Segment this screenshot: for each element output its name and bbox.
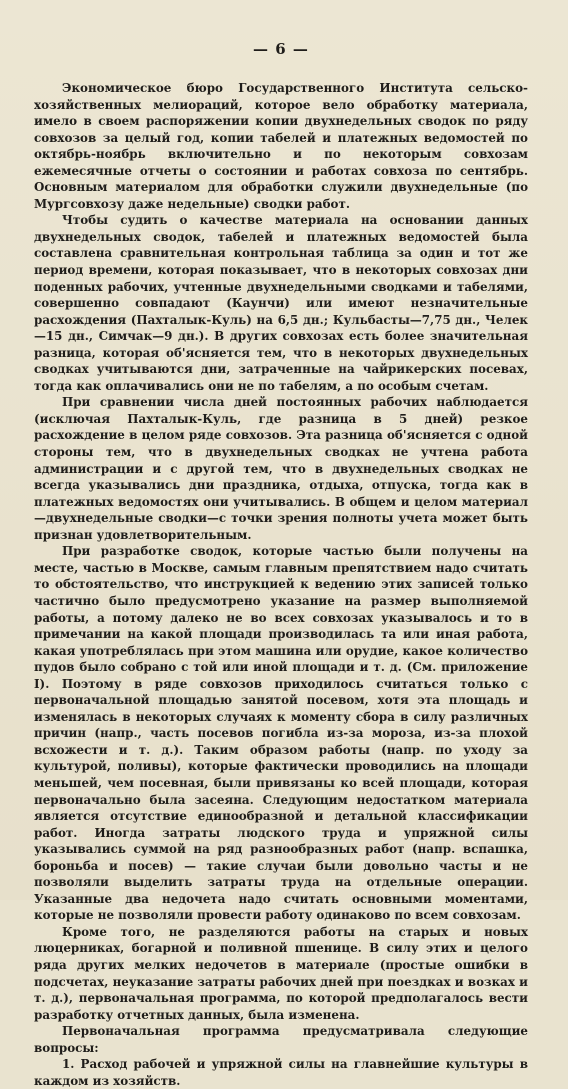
paragraph: Чтобы судить о качестве материала на основании данных двухнедельных сводок, табелей и платежных ведомостей была составлена сравнительная контрольная таблица за один и тот же период времени, которая показывает, что в некоторых совхозах дни поденных рабочих, учтенные двухнедельными сводками и табелями, совершенно совпадают (Каунчи) или имеют незначительные расхождения (Пахталык-Куль) на 6,5 дн.; Кульбасты—7,75 дн., Челек—15 дн., Симчак—9 дн.). В других совхозах есть более значительная разница, которая об'ясняется тем, что в некоторых двухнедельных сводках учитываются дни, затраченные на чайрикерских посевах, тогда как оплачивались они не по табелям, а по особым счетам. <box>34 213 528 393</box>
page-number: — 6 — <box>253 40 309 58</box>
paragraph: Кроме того, не разделяются работы на старых и новых люцерниках, богарной и поливной пшенице. В силу этих и целого ряда других мелких недочетов в материале (простые ошибки в подсчетах, неуказание затраты рабочих дней при поездках и возках и т. д.), первоначальная программа, по которой предполагалось вести разработку отчетных данных, была изменена. <box>34 924 528 1022</box>
paragraph: При сравнении числа дней постоянных рабочих наблюдается (исключая Пахталык-Куль, где разница в 5 дней) резкое расхождение в целом ряде совхозов. Эта разница об'ясняется с одной стороны тем, что в двухнедельных сводках не учтена работа администрации и с другой тем, что в двухнедельных сводках не всегда указывались дни праздника, отдыха, отпуска, тогда как в платежных ведомостях они учитывались. В общем и целом материал—двухнедельные сводки—с точки зрения полноты учета может быть признан удовлетворительным. <box>34 395 528 542</box>
body-text <box>34 80 528 1089</box>
paragraph: 1. Расход рабочей и упряжной силы на главнейшие культуры в каждом из хозяйств. <box>34 1057 528 1088</box>
paragraph: Экономическое бюро Государственного Института сельско-хозяйственных мелиораций, которое вело обработку материала, имело в своем распоряжении копии двухнедельных сводок по ряду совхозов за целый год, копии табелей и платежных ведомостей по октябрь-ноябрь включительно и по некоторым совхозам ежемесячные отчеты о состоянии и работах совхоза по сентябрь. Основным материалом для обработки служили двухнедельные (по Мургсовхозу даже недельные) сводки работ. <box>34 81 528 211</box>
paragraph: При разработке сводок, которые частью были получены на месте, частью в Москве, самым главным препятствием надо считать то обстоятельство, что инструкцией к ведению этих записей только частично было предусмотрено указание на размер выполняемой работы, а потому далеко не во всех совхозах указывалось и то в примечании на какой площади производилась та или иная работа, какая употреблялась при этом машина или орудие, какое количество пудов было собрано с той или иной площади и т. д. (См. приложение I). Поэтому в ряде совхозов приходилось считаться только с первоначальной площадью занятой посевом, хотя эта площадь и изменялась в некоторых случаях к моменту сбора в силу различных причин (напр., часть посевов погибла из-за мороза, из-за плохой всхожести и т. д.). Таким образом работы (напр. по уходу за культурой, поливы), которые фактически проводились на площади меньшей, чем посевная, были привязаны ко всей площади, которая первоначально была засеяна. Следующим недостатком материала является отсутствие единообразной и детальной классификации работ. Иногда затраты людского труда и упряжной силы указывались суммой на ряд разнообразных работ (напр. вспашка, бороньба и посев) — такие случаи были довольно часты и не позволяли выделить затраты труда на отдельные операции. Указанные два недочета надо считать основными моментами, которые не позволяли провести работу одинаково по всем совхозам. <box>34 544 528 923</box>
paragraph: Первоначальная программа предусматривала следующие вопросы: <box>34 1024 528 1055</box>
